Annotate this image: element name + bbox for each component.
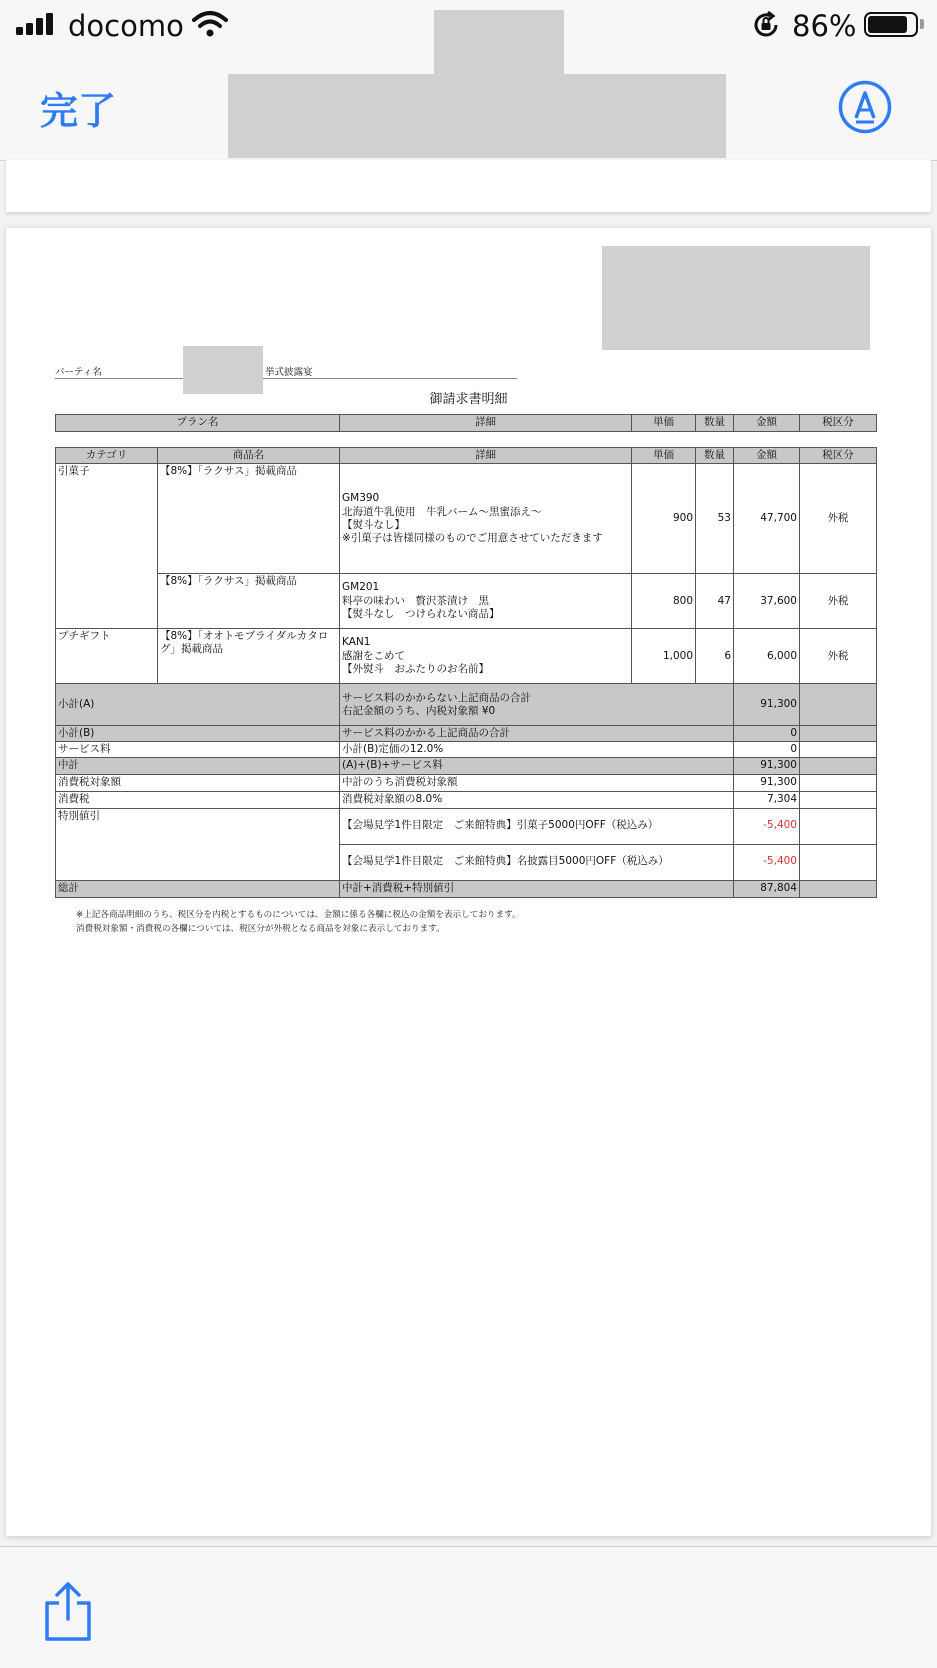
table-row [56,629,877,684]
item-amount: 6,000 [734,629,800,684]
orientation-lock-icon [751,10,781,40]
item-unit-price: 900 [632,464,696,574]
items-table [55,447,877,898]
item-product: 【8%】「オオトモブライダルカタログ」掲載商品 [158,629,340,684]
previous-page [6,160,931,212]
document-title: 御請求書明細 [429,392,508,407]
discount-row: 特別値引 【会場見学1件目限定 ご来館特典】引菓子5000円OFF（税込み） -5,400 [56,808,877,844]
document-page [6,228,931,1536]
service-fee-row: サービス料 小計(B)定価の12.0% 0 [56,742,877,758]
item-amount: 47,700 [734,464,800,574]
share-icon[interactable] [42,1581,94,1643]
item-header: カテゴリ [56,448,158,464]
item-qty: 53 [696,464,734,574]
footnote: ※上記各商品明細のうち、税区分を内税とするものについては、金額に係る各欄に税込の金額を表示しております。 [76,910,521,920]
item-amount: 37,600 [734,574,800,629]
redacted-title [228,74,726,158]
grand-total-row: 総計 中計+消費税+特別値引 87,804 [56,880,877,897]
item-unit-price: 1,000 [632,629,696,684]
plan-header: 数量 [696,415,734,432]
carrier-name: docomo [68,9,184,43]
plan-header: 単価 [632,415,696,432]
subtotal-b-row: 小計(B) サービス料のかかる上記商品の合計 0 [56,726,877,742]
item-tax-type: 外税 [800,464,877,574]
plan-header: プラン名 [56,415,340,432]
battery-tip [920,19,924,29]
item-detail: KAN1 感謝をこめて 【外熨斗 おふたりのお名前】 [340,629,632,684]
table-row [56,464,877,574]
item-qty: 6 [696,629,734,684]
item-header: 詳細 [340,448,632,464]
battery-percentage: 86% [792,9,857,43]
subtotal-a-row: 小計(A) サービス料のかからない上記商品の合計 右記金額のうち、内税対象額 ¥0 91,300 [56,684,877,726]
party-name-row [55,362,517,379]
item-unit-price: 800 [632,574,696,629]
redacted-block [434,10,564,75]
item-header: 金額 [734,448,800,464]
item-header: 税区分 [800,448,877,464]
nav-bar [0,52,937,161]
battery-icon [864,12,918,37]
midtotal-row: 中計 (A)+(B)+サービス料 91,300 [56,758,877,774]
plan-header: 金額 [734,415,800,432]
item-category: 引菓子 [56,464,158,629]
item-tax-type: 外税 [800,629,877,684]
item-qty: 47 [696,574,734,629]
redacted-party [183,346,263,394]
markup-pen-icon[interactable] [838,80,892,134]
bottom-toolbar [0,1546,937,1668]
item-header: 単価 [632,448,696,464]
item-detail: GM201 料亭の味わい 贅沢茶漬け 黒 【熨斗なし つけられない商品】 [340,574,632,629]
wifi-icon [192,10,228,38]
item-product: 【8%】「ラクサス」掲載商品 [158,574,340,629]
done-button[interactable]: 完了 [40,89,117,133]
taxable-amount-row: 消費税対象額 中計のうち消費税対象額 91,300 [56,774,877,791]
item-header: 数量 [696,448,734,464]
discount-row: 【会場見学1件目限定 ご来館特典】名披露目5000円OFF（税込み） -5,400 [56,844,877,880]
signal-icon [16,13,53,35]
party-value: 挙式披露宴 [265,367,313,378]
footnotes [76,908,521,936]
item-category: プチギフト [56,629,158,684]
plan-header: 税区分 [800,415,877,432]
party-label: パーティ名 [55,367,102,378]
item-product: 【8%】「ラクサス」掲載商品 [158,464,340,574]
redacted-logo [602,246,870,350]
item-detail: GM390 北海道牛乳使用 牛乳バーム～黒蜜添え～ 【熨斗なし】 ※引菓子は皆様同様のものでご用意させていただきます [340,464,632,574]
footnote: 消費税対象額・消費税の各欄については、税区分が外税となる商品を対象に表示しております。 [76,924,445,934]
consumption-tax-row: 消費税 消費税対象額の8.0% 7,304 [56,791,877,808]
plan-table [55,414,877,432]
item-header: 商品名 [158,448,340,464]
item-tax-type: 外税 [800,574,877,629]
table-row [56,574,877,629]
plan-header: 詳細 [340,415,632,432]
